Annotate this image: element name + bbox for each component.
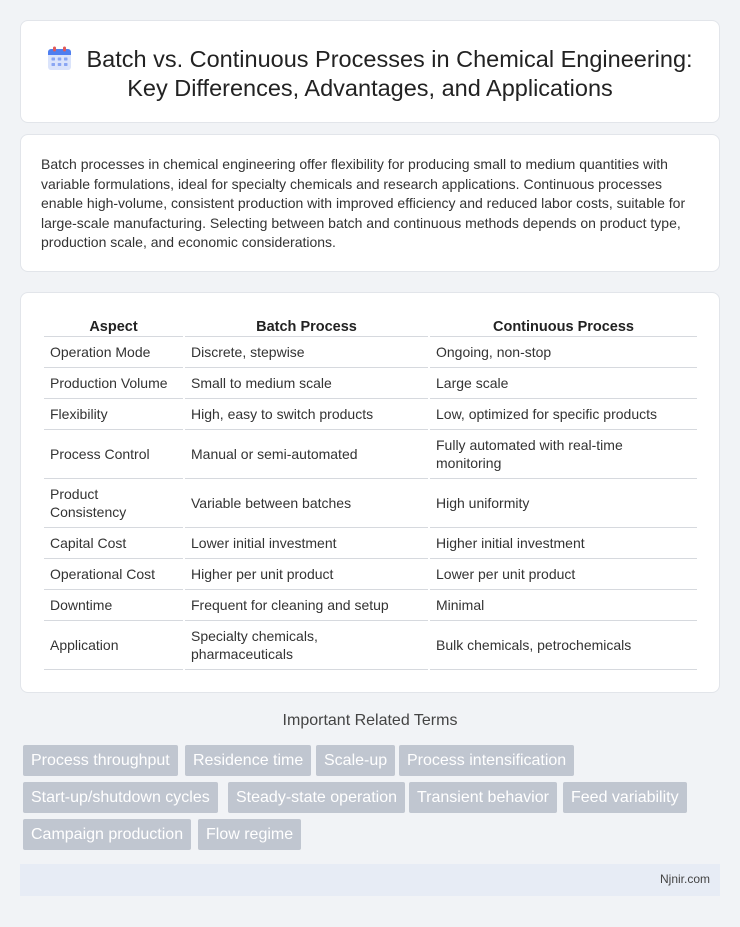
table-row <box>44 559 697 590</box>
cell-batch: Variable between batches <box>185 479 428 528</box>
intro-card <box>20 134 720 272</box>
cell-continuous: Lower per unit product <box>430 559 697 590</box>
term-tag[interactable]: Process throughput <box>23 745 178 776</box>
cell-continuous: High uniformity <box>430 479 697 528</box>
cell-batch: Discrete, stepwise <box>185 337 428 368</box>
title-card <box>20 20 720 123</box>
cell-continuous: Bulk chemicals, petrochemicals <box>430 621 697 670</box>
cell-continuous: Fully automated with real-time monitoring <box>430 430 697 479</box>
term-tag[interactable]: Residence time <box>185 745 311 776</box>
cell-batch: Higher per unit product <box>185 559 428 590</box>
header-continuous: Continuous Process <box>430 316 697 337</box>
calendar-icon <box>47 46 72 71</box>
term-tag[interactable]: Campaign production <box>23 819 191 850</box>
term-tag[interactable]: Steady-state operation <box>228 782 405 813</box>
term-tag[interactable]: Transient behavior <box>409 782 557 813</box>
cell-aspect: Flexibility <box>44 399 183 430</box>
cell-continuous: Higher initial investment <box>430 528 697 559</box>
page-title-text: Batch vs. Continuous Processes in Chemical Engineering: Key Differences, Advantages, and Applications <box>86 46 693 101</box>
cell-continuous: Large scale <box>430 368 697 399</box>
cell-aspect: Operation Mode <box>44 337 183 368</box>
header-batch: Batch Process <box>185 316 428 337</box>
intro-paragraph: Batch processes in chemical engineering offer flexibility for producing small to medium quantities with variable formulations, ideal for specialty chemicals and research applications. Continuous processes enable high-volume, consistent production with improved efficiency and reduced labor costs, suitable for large-scale manufacturing. Selecting between batch and continuous methods depends on product type, production scale, and economic considerations. <box>41 156 686 251</box>
footer-site[interactable]: Njnir.com <box>659 872 710 886</box>
comparison-table <box>42 316 699 670</box>
table-row <box>44 337 697 368</box>
comparison-card <box>20 292 720 693</box>
table-header-row <box>44 316 697 337</box>
cell-continuous: Low, optimized for specific products <box>430 399 697 430</box>
cell-aspect: Downtime <box>44 590 183 621</box>
table-row <box>44 528 697 559</box>
cell-batch: Specialty chemicals, pharmaceuticals <box>185 621 428 670</box>
cell-aspect: Operational Cost <box>44 559 183 590</box>
table-row <box>44 621 697 670</box>
table-row <box>44 368 697 399</box>
table-row <box>44 430 697 479</box>
cell-batch: Manual or semi-automated <box>185 430 428 479</box>
cell-aspect: Process Control <box>44 430 183 479</box>
term-tag[interactable]: Process intensification <box>399 745 574 776</box>
term-tag[interactable]: Flow regime <box>198 819 301 850</box>
term-tag[interactable]: Feed variability <box>563 782 687 813</box>
related-terms-heading: Important Related Terms <box>282 712 458 729</box>
cell-batch: Frequent for cleaning and setup <box>185 590 428 621</box>
cell-aspect: Capital Cost <box>44 528 183 559</box>
cell-aspect: Application <box>44 621 183 670</box>
table-row <box>44 399 697 430</box>
header-aspect: Aspect <box>44 316 183 337</box>
cell-aspect: Production Volume <box>44 368 183 399</box>
cell-batch: Lower initial investment <box>185 528 428 559</box>
page-title <box>41 45 699 103</box>
table-row <box>44 479 697 528</box>
cell-continuous: Minimal <box>430 590 697 621</box>
table-row <box>44 590 697 621</box>
term-tag[interactable]: Scale-up <box>316 745 395 776</box>
footer <box>20 864 720 896</box>
cell-batch: Small to medium scale <box>185 368 428 399</box>
cell-batch: High, easy to switch products <box>185 399 428 430</box>
term-tag[interactable]: Start-up/shutdown cycles <box>23 782 218 813</box>
cell-continuous: Ongoing, non-stop <box>430 337 697 368</box>
cell-aspect: Product Consistency <box>44 479 183 528</box>
